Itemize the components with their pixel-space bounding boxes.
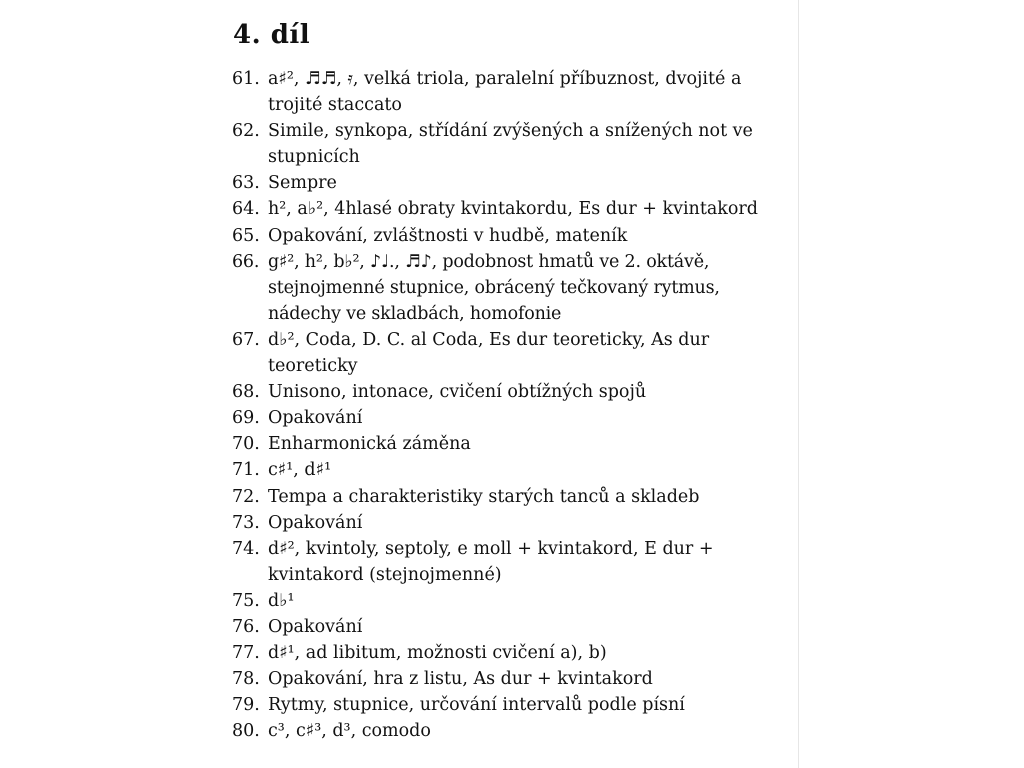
list-item — [232, 379, 792, 405]
list-item — [232, 640, 792, 666]
list-item — [232, 666, 792, 692]
item-text: h², a♭², 4hlasé obraty kvintakordu, Es dur + kvintakord — [268, 199, 758, 220]
item-number: 76. — [232, 616, 260, 637]
item-text: Opakování — [268, 512, 363, 533]
item-text: Opakování, zvláštnosti v hudbě, mateník — [268, 225, 628, 246]
item-text: Opakování — [268, 408, 363, 429]
list-item — [232, 692, 792, 718]
page-edge-line — [798, 0, 799, 768]
item-text: Simile, synkopa, střídání zvýšených a snížených not ve stupnicích — [268, 121, 753, 168]
list-item — [232, 223, 792, 249]
lesson-list — [232, 66, 792, 744]
item-number: 68. — [232, 382, 260, 403]
item-text: g♯², h², b♭², ♪♩., ♬♪, podobnost hmatů ve 2. oktávě, stejnojmenné stupnice, obrácený tečkovaný rytmus, nádechy ve skladbách, homofonie — [268, 251, 720, 324]
item-number: 66. — [232, 251, 260, 272]
item-text: Enharmonická záměna — [268, 434, 471, 455]
list-item — [232, 170, 792, 196]
list-item — [232, 118, 792, 170]
item-number: 65. — [232, 225, 260, 246]
item-text: d♯¹, ad libitum, možnosti cvičení a), b) — [268, 643, 607, 664]
page-title: 4. díl — [233, 20, 311, 50]
list-item — [232, 457, 792, 483]
list-item — [232, 536, 792, 588]
item-text: a♯², ♬♬, 𝄿, velká triola, paralelní příbuznost, dvojité a trojité staccato — [268, 69, 742, 116]
list-item — [232, 510, 792, 536]
item-number: 77. — [232, 643, 260, 664]
item-text: Opakování — [268, 616, 363, 637]
item-number: 67. — [232, 329, 260, 350]
item-text: c♯¹, d♯¹ — [268, 460, 332, 481]
item-number: 63. — [232, 173, 260, 194]
item-text: d♯², kvintoly, septoly, e moll + kvintakord, E dur + kvintakord (stejnojmenné) — [268, 538, 714, 585]
list-item — [232, 196, 792, 222]
item-number: 61. — [232, 69, 260, 89]
list-item — [232, 405, 792, 431]
list-item — [232, 484, 792, 510]
item-number: 69. — [232, 408, 260, 429]
item-text: d♭¹ — [268, 590, 295, 611]
list-item — [232, 588, 792, 614]
item-number: 80. — [232, 721, 260, 742]
item-number: 74. — [232, 538, 260, 559]
item-number: 73. — [232, 512, 260, 533]
list-item — [232, 718, 792, 744]
item-text: c³, c♯³, d³, comodo — [268, 721, 431, 742]
item-text: Rytmy, stupnice, určování intervalů podle písní — [268, 695, 685, 716]
item-text: Unisono, intonace, cvičení obtížných spojů — [268, 382, 647, 403]
item-number: 62. — [232, 121, 260, 142]
item-number: 75. — [232, 590, 260, 611]
list-item — [232, 327, 792, 379]
item-number: 78. — [232, 669, 260, 690]
item-number: 70. — [232, 434, 260, 455]
item-number: 64. — [232, 199, 260, 220]
item-number: 71. — [232, 460, 260, 481]
item-number: 72. — [232, 486, 260, 507]
list-item — [232, 66, 792, 118]
item-text: Tempa a charakteristiky starých tanců a skladeb — [268, 486, 700, 507]
item-text: d♭², Coda, D. C. al Coda, Es dur teoreticky, As dur teoreticky — [268, 329, 710, 377]
item-text: Sempre — [268, 173, 337, 194]
list-item — [232, 431, 792, 457]
item-text: Opakování, hra z listu, As dur + kvintakord — [268, 669, 653, 690]
item-number: 79. — [232, 695, 260, 716]
list-item — [232, 249, 792, 327]
list-item — [232, 614, 792, 640]
